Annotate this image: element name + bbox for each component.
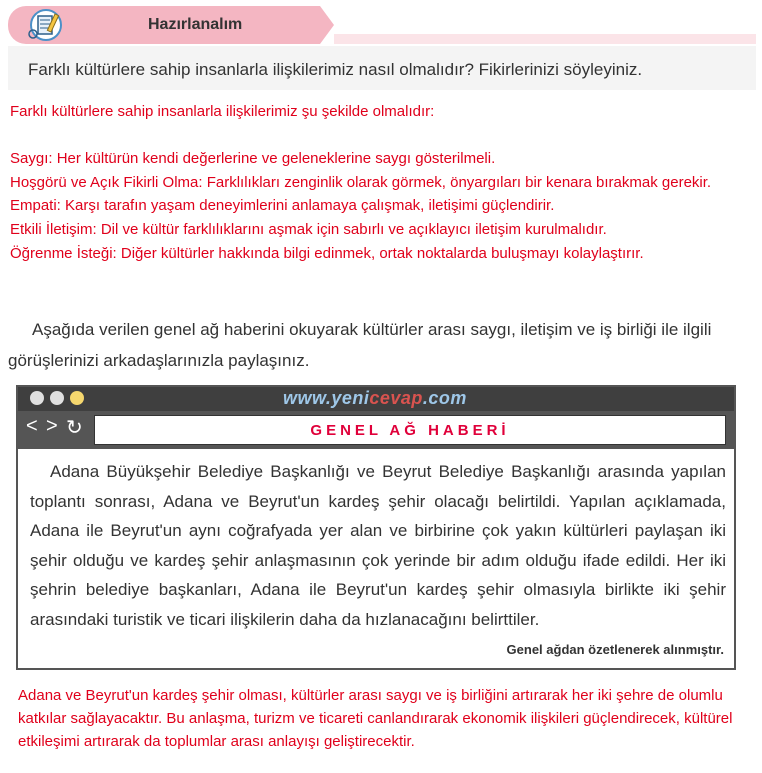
news-body: Adana Büyükşehir Belediye Başkanlığı ve Beyrut Belediye Başkanlığı arasında yapılan toplantı sonrası, Adana ve Beyrut'un kardeş şehir olacağı belirtildi. Yapılan açıklamada, Adana ile Beyrut'un aynı coğrafyada yer alan ve birbirine çok yakın kültürleri paylaşan iki şehir olduğu ve kardeş şehir anlaşmasının çok yerinde bir adım olduğu ifade edildi. Her iki şehrin belediye başkanları, Adana ile Beyrut'un kardeş şehir olmasıyla birlikte iki şehir arasındaki turistik ve ticari ilişkilerin daha da hızlanacağını belirttiler. [30, 462, 726, 629]
answer-intro: Farklı kültürlere sahip insanlarla ilişkilerimiz şu şekilde olmalıdır: [10, 103, 435, 120]
header-arrow [320, 6, 334, 44]
browser-window [16, 385, 736, 670]
answer-item: Öğrenme İsteği: Diğer kültürler hakkında bilgi edinmek, ortak noktalarda buluşmayı kolaylaştırır. [10, 244, 644, 262]
answer-item: Etkili İletişim: Dil ve kültür farklılıklarını aşmak için sabırlı ve açıklayıcı iletişim kurulmalıdır. [10, 220, 607, 238]
window-dot-icon [50, 391, 64, 405]
reload-icon[interactable]: ↻ [66, 417, 83, 439]
news-source: Genel ağdan özetlenerek alınmıştır. [506, 642, 724, 657]
back-arrow-icon[interactable]: < [26, 415, 38, 437]
news-article [30, 457, 726, 634]
watermark: www.yenicevap.com [283, 388, 467, 408]
instruction-paragraph [8, 314, 756, 376]
answer-item: Empati: Karşı tarafın yaşam deneyimlerini anlamaya çalışmak, iletişimi güçlendirir. [10, 197, 555, 215]
forward-arrow-icon[interactable]: > [46, 415, 58, 437]
address-bar[interactable]: GENEL AĞ HABERİ [94, 415, 726, 445]
section-header [8, 6, 756, 46]
header-underline [334, 34, 756, 44]
blank-line [10, 124, 755, 148]
answer-block-1 [10, 100, 755, 265]
section-title: Hazırlanalım [148, 16, 243, 33]
answer-item: Saygı: Her kültürün kendi değerlerine ve geleneklerine saygı gösterilmeli. [10, 150, 496, 168]
window-dot-icon [70, 391, 84, 405]
question-text: Farklı kültürlere sahip insanlarla ilişkilerimiz nasıl olmalıdır? Fikirlerinizi söyleyiniz. [28, 60, 643, 79]
answer-block-2: Adana ve Beyrut'un kardeş şehir olması, kültürler arası saygı ve iş birliğini artırarak her iki şehre de olumlu katkılar sağlayacaktır. Bu anlaşma, turizm ve ticareti canlandırarak ekonomik ilişkileri güçlendirecek, kültürel etkileşimi artırarak da toplumlar arası anlayışı geliştirecektir. [18, 687, 733, 750]
answer-item: Hoşgörü ve Açık Fikirli Olma: Farklılıkları zenginlik olarak görmek, önyargıları bir kenara bırakmak gerekir. [10, 173, 712, 191]
window-dot-icon [30, 391, 44, 405]
notebook-pencil-icon [24, 8, 70, 42]
instruction-text: Aşağıda verilen genel ağ haberini okuyarak kültürler arası saygı, iletişim ve iş birliği ile ilgili görüşlerinizi arkadaşlarınızla paylaşınız. [8, 320, 712, 370]
browser-titlebar [18, 387, 734, 411]
